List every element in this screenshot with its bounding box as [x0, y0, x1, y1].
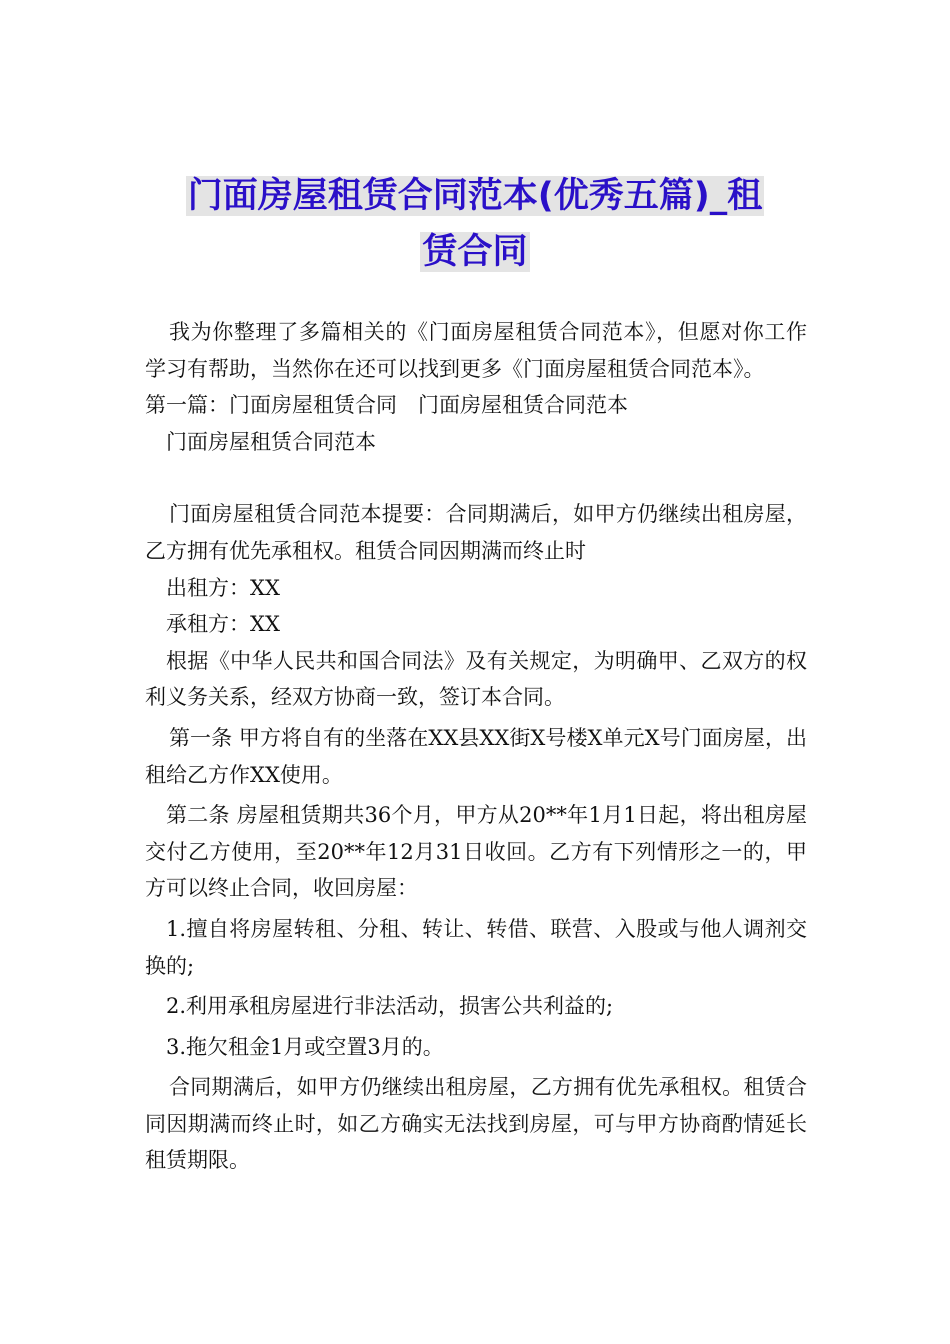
list-item-2: 2.利用承租房屋进行非法活动，损害公共利益的; [166, 994, 614, 1019]
title-line-1: 门面房屋租赁合同范本(优秀五篇)_租 [187, 176, 763, 216]
article-1: 第一条 甲方将自有的坐落在XX县XX街X号楼X单元X号门面房屋，出租给乙方作XX使用。 [145, 725, 807, 787]
renewal-paragraph: 合同期满后，如甲方仍继续出租房屋，乙方拥有优先承租权。租赁合同因期满而终止时，如乙方确实无法找到房屋，可与甲方协商酌情延长租赁期限。 [145, 1075, 807, 1173]
summary-paragraph: 门面房屋租赁合同范本提要：合同期满后，如甲方仍继续出租房屋，乙方拥有优先承租权。租赁合同因期满而终止时 [145, 502, 807, 563]
section-heading: 第一篇：门面房屋租赁合同 门面房屋租赁合同范本 [145, 393, 628, 418]
document-body [145, 314, 807, 1179]
subheading: 门面房屋租赁合同范本 [166, 429, 376, 454]
lessor-line: 出租方：XX [166, 575, 280, 600]
intro-paragraph: 我为你整理了多篇相关的《门面房屋租赁合同范本》，但愿对你工作学习有帮助，当然你在还可以找到更多《门面房屋租赁合同范本》。 [145, 320, 807, 381]
list-item-3: 3.拖欠租金1月或空置3月的。 [166, 1034, 444, 1059]
list-item-1: 1.擅自将房屋转租、分租、转让、转借、联营、入股或与他人调剂交换的; [145, 916, 807, 978]
article-2: 第二条 房屋租赁期共36个月，甲方从20**年1月1日起，将出租房屋交付乙方使用，至20**年12月31日收回。乙方有下列情形之一的，甲方可以终止合同，收回房屋： [145, 803, 807, 901]
title-line-2: 赁合同 [422, 232, 528, 272]
document-title [120, 168, 830, 280]
basis-paragraph: 根据《中华人民共和国合同法》及有关规定，为明确甲、乙双方的权利义务关系，经双方协商一致，签订本合同。 [145, 648, 807, 710]
lessee-line: 承租方：XX [166, 612, 280, 637]
